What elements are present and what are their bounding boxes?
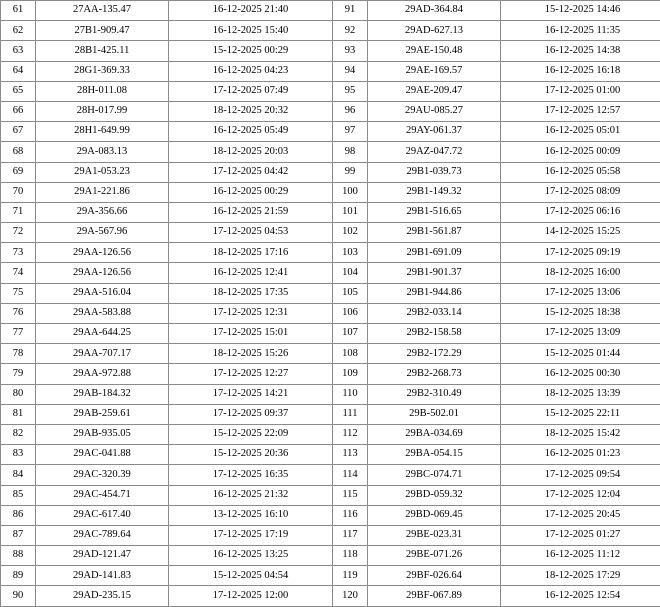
cell-no: 107	[333, 324, 368, 344]
table-row	[333, 81, 660, 101]
cell-datetime: 17-12-2025 12:57	[501, 101, 660, 121]
cell-plate: 29AU-085.27	[368, 101, 501, 121]
cell-datetime: 16-12-2025 01:23	[501, 445, 660, 465]
cell-datetime: 17-12-2025 13:09	[501, 324, 660, 344]
cell-plate: 29AB-184.32	[36, 384, 169, 404]
cell-datetime: 16-12-2025 16:18	[501, 61, 660, 81]
cell-plate: 28H-017.99	[36, 101, 169, 121]
table-row	[1, 364, 333, 384]
cell-plate: 29A-567.96	[36, 223, 169, 243]
cell-plate: 27AA-135.47	[36, 1, 169, 21]
cell-plate: 28H-011.08	[36, 81, 169, 101]
cell-plate: 29AA-972.88	[36, 364, 169, 384]
cell-datetime: 18-12-2025 17:16	[169, 243, 333, 263]
cell-datetime: 16-12-2025 00:29	[169, 182, 333, 202]
table-row	[333, 21, 660, 41]
cell-datetime: 18-12-2025 15:26	[169, 344, 333, 364]
cell-plate: 29AB-259.61	[36, 404, 169, 424]
cell-datetime: 16-12-2025 11:12	[501, 546, 660, 566]
cell-plate: 29AD-141.83	[36, 566, 169, 586]
cell-no: 75	[1, 283, 36, 303]
cell-datetime: 18-12-2025 20:03	[169, 142, 333, 162]
cell-datetime: 16-12-2025 21:40	[169, 1, 333, 21]
cell-datetime: 17-12-2025 12:00	[169, 586, 333, 606]
cell-datetime: 16-12-2025 15:40	[169, 21, 333, 41]
cell-no: 64	[1, 61, 36, 81]
cell-datetime: 17-12-2025 12:31	[169, 303, 333, 323]
table-row	[1, 101, 333, 121]
table-row	[333, 344, 660, 364]
cell-no: 82	[1, 424, 36, 444]
cell-no: 70	[1, 182, 36, 202]
table-row	[1, 404, 333, 424]
cell-plate: 29AA-126.56	[36, 243, 169, 263]
cell-datetime: 18-12-2025 15:42	[501, 424, 660, 444]
table-row	[333, 263, 660, 283]
cell-no: 73	[1, 243, 36, 263]
cell-plate: 29B1-901.37	[368, 263, 501, 283]
cell-plate: 27B1-909.47	[36, 21, 169, 41]
table-row	[1, 283, 333, 303]
cell-no: 111	[333, 404, 368, 424]
table-row	[333, 404, 660, 424]
cell-no: 84	[1, 465, 36, 485]
cell-no: 118	[333, 546, 368, 566]
table-row	[333, 384, 660, 404]
table-row	[333, 283, 660, 303]
cell-plate: 29AA-644.25	[36, 324, 169, 344]
cell-datetime: 15-12-2025 22:11	[501, 404, 660, 424]
cell-plate: 29BE-071.26	[368, 546, 501, 566]
cell-plate: 29BF-067.89	[368, 586, 501, 606]
cell-plate: 29B2-268.73	[368, 364, 501, 384]
cell-plate: 29B-502.01	[368, 404, 501, 424]
cell-plate: 29BD-069.45	[368, 505, 501, 525]
cell-no: 95	[333, 81, 368, 101]
table-row	[333, 202, 660, 222]
cell-no: 67	[1, 122, 36, 142]
cell-no: 93	[333, 41, 368, 61]
table-row	[1, 41, 333, 61]
cell-plate: 29B1-039.73	[368, 162, 501, 182]
cell-plate: 29AE-150.48	[368, 41, 501, 61]
cell-datetime: 15-12-2025 18:38	[501, 303, 660, 323]
cell-datetime: 14-12-2025 15:25	[501, 223, 660, 243]
cell-plate: 29B2-158.58	[368, 324, 501, 344]
cell-datetime: 15-12-2025 22:09	[169, 424, 333, 444]
table-row	[333, 424, 660, 444]
cell-datetime: 17-12-2025 06:16	[501, 202, 660, 222]
cell-no: 100	[333, 182, 368, 202]
table-row	[1, 505, 333, 525]
cell-no: 102	[333, 223, 368, 243]
cell-no: 117	[333, 525, 368, 545]
cell-no: 114	[333, 465, 368, 485]
cell-datetime: 17-12-2025 04:42	[169, 162, 333, 182]
cell-datetime: 15-12-2025 01:44	[501, 344, 660, 364]
table-row	[1, 465, 333, 485]
cell-no: 97	[333, 122, 368, 142]
cell-plate: 28G1-369.33	[36, 61, 169, 81]
cell-no: 91	[333, 1, 368, 21]
table-row	[333, 546, 660, 566]
cell-datetime: 17-12-2025 09:54	[501, 465, 660, 485]
cell-datetime: 18-12-2025 17:29	[501, 566, 660, 586]
cell-no: 96	[333, 101, 368, 121]
cell-plate: 29B1-944.86	[368, 283, 501, 303]
cell-datetime: 17-12-2025 07:49	[169, 81, 333, 101]
cell-no: 112	[333, 424, 368, 444]
table-row	[333, 41, 660, 61]
cell-no: 101	[333, 202, 368, 222]
table-row	[333, 142, 660, 162]
cell-no: 104	[333, 263, 368, 283]
table-row	[1, 1, 333, 21]
cell-datetime: 15-12-2025 14:46	[501, 1, 660, 21]
cell-datetime: 17-12-2025 09:37	[169, 404, 333, 424]
cell-plate: 29B2-033.14	[368, 303, 501, 323]
cell-datetime: 16-12-2025 11:35	[501, 21, 660, 41]
cell-datetime: 16-12-2025 05:01	[501, 122, 660, 142]
table-row	[333, 61, 660, 81]
cell-plate: 29B2-172.29	[368, 344, 501, 364]
table-row	[1, 324, 333, 344]
cell-no: 94	[333, 61, 368, 81]
cell-no: 71	[1, 202, 36, 222]
cell-no: 116	[333, 505, 368, 525]
cell-plate: 29AD-121.47	[36, 546, 169, 566]
cell-datetime: 17-12-2025 16:35	[169, 465, 333, 485]
cell-no: 61	[1, 1, 36, 21]
cell-plate: 29B2-310.49	[368, 384, 501, 404]
cell-no: 65	[1, 81, 36, 101]
cell-plate: 28H1-649.99	[36, 122, 169, 142]
cell-plate: 29BD-059.32	[368, 485, 501, 505]
cell-no: 85	[1, 485, 36, 505]
cell-datetime: 18-12-2025 20:32	[169, 101, 333, 121]
cell-plate: 29BE-023.31	[368, 525, 501, 545]
table-row	[1, 525, 333, 545]
cell-datetime: 17-12-2025 17:19	[169, 525, 333, 545]
cell-plate: 29BA-034.69	[368, 424, 501, 444]
cell-no: 72	[1, 223, 36, 243]
table-row	[333, 243, 660, 263]
cell-datetime: 17-12-2025 04:53	[169, 223, 333, 243]
cell-plate: 28B1-425.11	[36, 41, 169, 61]
cell-plate: 29AD-235.15	[36, 586, 169, 606]
table-body-left	[1, 1, 333, 607]
table-row	[333, 324, 660, 344]
cell-plate: 29B1-691.09	[368, 243, 501, 263]
cell-plate: 29AD-364.84	[368, 1, 501, 21]
cell-plate: 29AE-209.47	[368, 81, 501, 101]
cell-datetime: 17-12-2025 01:00	[501, 81, 660, 101]
table-row	[333, 566, 660, 586]
cell-plate: 29AA-126.56	[36, 263, 169, 283]
cell-plate: 29AA-707.17	[36, 344, 169, 364]
cell-datetime: 16-12-2025 04:23	[169, 61, 333, 81]
table-row	[333, 364, 660, 384]
cell-no: 87	[1, 525, 36, 545]
cell-no: 83	[1, 445, 36, 465]
table-row	[333, 101, 660, 121]
registration-table-right	[332, 0, 660, 607]
table-row	[333, 162, 660, 182]
cell-no: 99	[333, 162, 368, 182]
cell-plate: 29A1-221.86	[36, 182, 169, 202]
cell-no: 92	[333, 21, 368, 41]
cell-no: 113	[333, 445, 368, 465]
table-row	[1, 122, 333, 142]
cell-datetime: 17-12-2025 13:06	[501, 283, 660, 303]
table-row	[333, 505, 660, 525]
cell-no: 120	[333, 586, 368, 606]
cell-plate: 29AZ-047.72	[368, 142, 501, 162]
cell-no: 76	[1, 303, 36, 323]
cell-datetime: 17-12-2025 01:27	[501, 525, 660, 545]
cell-datetime: 17-12-2025 12:04	[501, 485, 660, 505]
table-row	[1, 61, 333, 81]
cell-plate: 29A-083.13	[36, 142, 169, 162]
cell-plate: 29A-356.66	[36, 202, 169, 222]
table-row	[333, 465, 660, 485]
cell-plate: 29B1-516.65	[368, 202, 501, 222]
cell-datetime: 16-12-2025 12:41	[169, 263, 333, 283]
cell-no: 80	[1, 384, 36, 404]
cell-plate: 29AC-617.40	[36, 505, 169, 525]
table-row	[333, 303, 660, 323]
cell-no: 110	[333, 384, 368, 404]
table-row	[1, 546, 333, 566]
table-row	[1, 81, 333, 101]
table-row	[1, 202, 333, 222]
table-row	[333, 586, 660, 606]
cell-no: 105	[333, 283, 368, 303]
cell-no: 86	[1, 505, 36, 525]
cell-plate: 29AY-061.37	[368, 122, 501, 142]
table-row	[1, 566, 333, 586]
cell-plate: 29BF-026.64	[368, 566, 501, 586]
cell-datetime: 17-12-2025 14:21	[169, 384, 333, 404]
table-row	[1, 182, 333, 202]
cell-datetime: 17-12-2025 12:27	[169, 364, 333, 384]
cell-datetime: 16-12-2025 00:09	[501, 142, 660, 162]
cell-no: 88	[1, 546, 36, 566]
cell-datetime: 18-12-2025 13:39	[501, 384, 660, 404]
cell-no: 68	[1, 142, 36, 162]
table-row	[1, 162, 333, 182]
cell-plate: 29AB-935.05	[36, 424, 169, 444]
cell-datetime: 18-12-2025 17:35	[169, 283, 333, 303]
table-row	[1, 445, 333, 465]
cell-datetime: 17-12-2025 09:19	[501, 243, 660, 263]
cell-no: 98	[333, 142, 368, 162]
cell-no: 115	[333, 485, 368, 505]
table-row	[333, 445, 660, 465]
cell-plate: 29A1-053.23	[36, 162, 169, 182]
table-row	[1, 21, 333, 41]
table-row	[333, 182, 660, 202]
table-row	[1, 223, 333, 243]
cell-datetime: 17-12-2025 20:45	[501, 505, 660, 525]
cell-plate: 29AC-789.64	[36, 525, 169, 545]
cell-datetime: 16-12-2025 21:32	[169, 485, 333, 505]
table-body-right	[333, 1, 660, 607]
cell-no: 108	[333, 344, 368, 364]
cell-no: 62	[1, 21, 36, 41]
table-row	[1, 303, 333, 323]
cell-plate: 29BC-074.71	[368, 465, 501, 485]
cell-datetime: 18-12-2025 16:00	[501, 263, 660, 283]
cell-datetime: 13-12-2025 16:10	[169, 505, 333, 525]
cell-plate: 29AE-169.57	[368, 61, 501, 81]
cell-datetime: 16-12-2025 13:25	[169, 546, 333, 566]
cell-no: 106	[333, 303, 368, 323]
cell-no: 63	[1, 41, 36, 61]
cell-datetime: 16-12-2025 05:58	[501, 162, 660, 182]
cell-no: 103	[333, 243, 368, 263]
cell-datetime: 15-12-2025 00:29	[169, 41, 333, 61]
cell-datetime: 15-12-2025 04:54	[169, 566, 333, 586]
table-row	[1, 142, 333, 162]
cell-no: 109	[333, 364, 368, 384]
cell-plate: 29B1-149.32	[368, 182, 501, 202]
cell-datetime: 17-12-2025 15:01	[169, 324, 333, 344]
cell-no: 78	[1, 344, 36, 364]
cell-datetime: 16-12-2025 00:30	[501, 364, 660, 384]
table-row	[1, 384, 333, 404]
table-row	[333, 122, 660, 142]
cell-plate: 29AC-454.71	[36, 485, 169, 505]
cell-no: 90	[1, 586, 36, 606]
cell-plate: 29AC-041.88	[36, 445, 169, 465]
cell-no: 74	[1, 263, 36, 283]
cell-datetime: 17-12-2025 08:09	[501, 182, 660, 202]
table-row	[1, 344, 333, 364]
table-row	[1, 485, 333, 505]
cell-no: 66	[1, 101, 36, 121]
table-row	[1, 424, 333, 444]
table-row	[333, 525, 660, 545]
cell-datetime: 16-12-2025 05:49	[169, 122, 333, 142]
cell-no: 69	[1, 162, 36, 182]
cell-no: 79	[1, 364, 36, 384]
cell-no: 89	[1, 566, 36, 586]
cell-datetime: 15-12-2025 20:36	[169, 445, 333, 465]
table-row	[1, 243, 333, 263]
cell-plate: 29AD-627.13	[368, 21, 501, 41]
table-row	[1, 263, 333, 283]
cell-plate: 29AA-516.04	[36, 283, 169, 303]
table-row	[333, 485, 660, 505]
cell-plate: 29BA-054.15	[368, 445, 501, 465]
cell-no: 81	[1, 404, 36, 424]
cell-plate: 29AC-320.39	[36, 465, 169, 485]
table-row	[1, 586, 333, 606]
cell-no: 119	[333, 566, 368, 586]
cell-plate: 29AA-583.88	[36, 303, 169, 323]
table-row	[333, 1, 660, 21]
cell-datetime: 16-12-2025 14:38	[501, 41, 660, 61]
cell-no: 77	[1, 324, 36, 344]
table-row	[333, 223, 660, 243]
cell-datetime: 16-12-2025 21:59	[169, 202, 333, 222]
cell-datetime: 16-12-2025 12:54	[501, 586, 660, 606]
cell-plate: 29B1-561.87	[368, 223, 501, 243]
